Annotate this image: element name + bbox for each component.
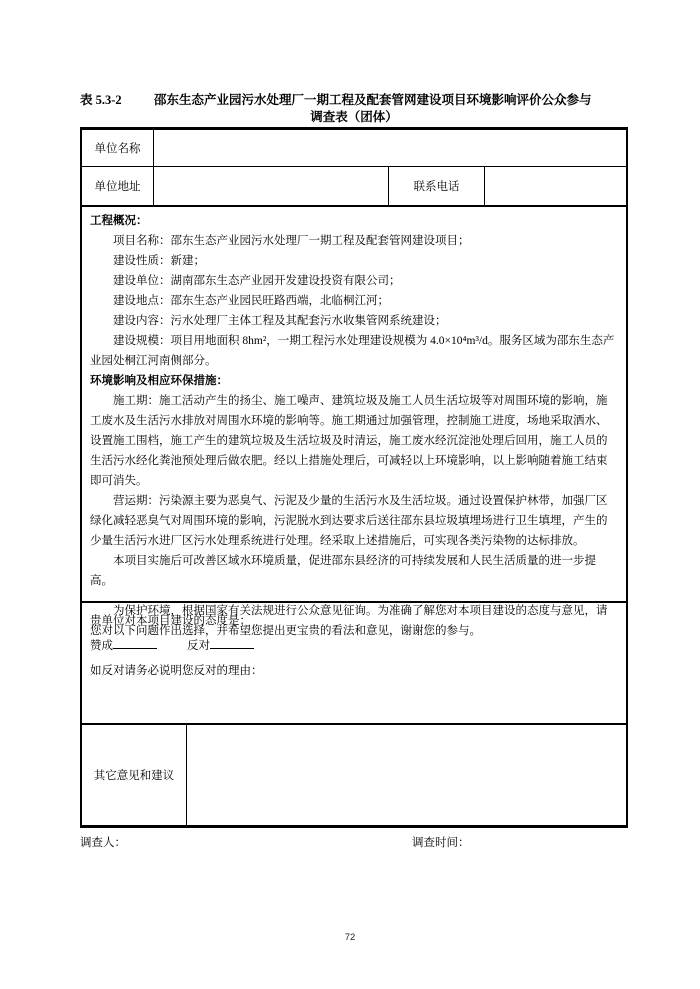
impact-paragraph-operation: 营运期：污染源主要为恶臭气、污泥及少量的生活污水及生活垃圾。通过设置保护林带，加强厂区绿化减轻恶臭气对周围环境的影响，污泥脱水到达要求后送往邵东县垃圾填埋场进行卫生填埋，产生的少量生活污水进厂区污水处理系统进行处理。经采取上述措施后，可实现各类污染物的达标排放。	[90, 495, 608, 547]
public-appeal-paragraph: 为保护环境，根据国家有关法规进行公众意见征询。为准确了解您对本项目建设的态度与意见，请您对以下问题作出选择，并希望您提出更宝贵的看法和意见，谢谢您的参与。	[90, 605, 608, 637]
page-number: 72	[344, 932, 356, 943]
approve-label: 赞成	[90, 640, 113, 652]
approve-blank-line	[113, 637, 157, 649]
unit-name-field	[154, 130, 626, 166]
unit-name-label: 单位名称	[82, 130, 154, 166]
contact-phone-label: 联系电话	[389, 167, 485, 205]
overview-item-project-name: 项目名称：邵东生态产业园污水处理厂一期工程及配套管网建设项目；	[113, 235, 470, 247]
overview-item-nature: 建设性质：新建；	[113, 255, 205, 267]
overview-item-scale: 建设规模：项目用地面积 8hm²，一期工程污水处理建设规模为 4.0×10⁴m³/d。服务区域为邵东生态产业园处桐江河南侧部分。	[90, 335, 615, 367]
survey-footer	[80, 836, 628, 851]
oppose-reason-prompt: 如反对请务必说明您反对的理由：	[90, 665, 263, 677]
survey-time-label: 调查时间：	[412, 837, 470, 849]
oppose-blank-line	[210, 637, 254, 649]
surveyor-label: 调查人：	[80, 837, 126, 849]
overview-item-location: 建设地点：邵东生态产业园民旺路西端，北临桐江河；	[113, 295, 389, 307]
document-title-block	[80, 92, 628, 125]
unit-address-label: 单位地址	[82, 167, 154, 205]
table-number: 表 5.3-2	[80, 93, 122, 107]
other-opinions-label: 其它意见和建议	[82, 725, 187, 825]
attitude-question: 贵单位对本项目建设的态度是：	[90, 615, 251, 627]
overview-item-builder: 建设单位：湖南邵东生态产业园开发建设投资有限公司；	[113, 275, 401, 287]
oppose-label: 反对	[187, 640, 210, 652]
impact-heading: 环境影响及相应环保措施：	[90, 375, 228, 387]
overview-heading: 工程概况：	[90, 215, 148, 227]
other-opinions-row	[82, 725, 626, 825]
other-opinions-field	[187, 725, 626, 825]
impact-paragraph-construction: 施工期：施工活动产生的扬尘、施工噪声、建筑垃圾及施工人员生活垃圾等对周围环境的影响，施工废水及生活污水排放对周围水环境的影响等。施工期通过加强管理，控制施工进度，场地采取洒水、设置施工围档，施工产生的建筑垃圾及生活垃圾及时清运，施工废水经沉淀池处理后回用，施工人员的生活污水经化粪池预处理后做农肥。经以上措施处理后，可减轻以上环境影响，以上影响随着施工结束即可消失。	[90, 395, 608, 487]
unit-address-field	[154, 167, 389, 205]
impact-paragraph-benefit: 本项目实施后可改善区域水环境质量，促进邵东县经济的可持续发展和人民生活质量的进一步提高。	[90, 555, 596, 587]
contact-phone-field	[485, 167, 626, 205]
unit-address-row	[82, 167, 626, 207]
survey-form-table	[80, 127, 628, 828]
title-subtitle: 调查表（团体）	[310, 110, 398, 124]
title-text: 邵东生态产业园污水处理厂一期工程及配套管网建设项目环境影响评价公众参与	[154, 93, 592, 107]
title-line-1	[80, 92, 628, 108]
overview-item-content: 建设内容：污水处理厂主体工程及其配套污水收集管网系统建设；	[113, 315, 447, 327]
unit-name-row	[82, 130, 626, 167]
